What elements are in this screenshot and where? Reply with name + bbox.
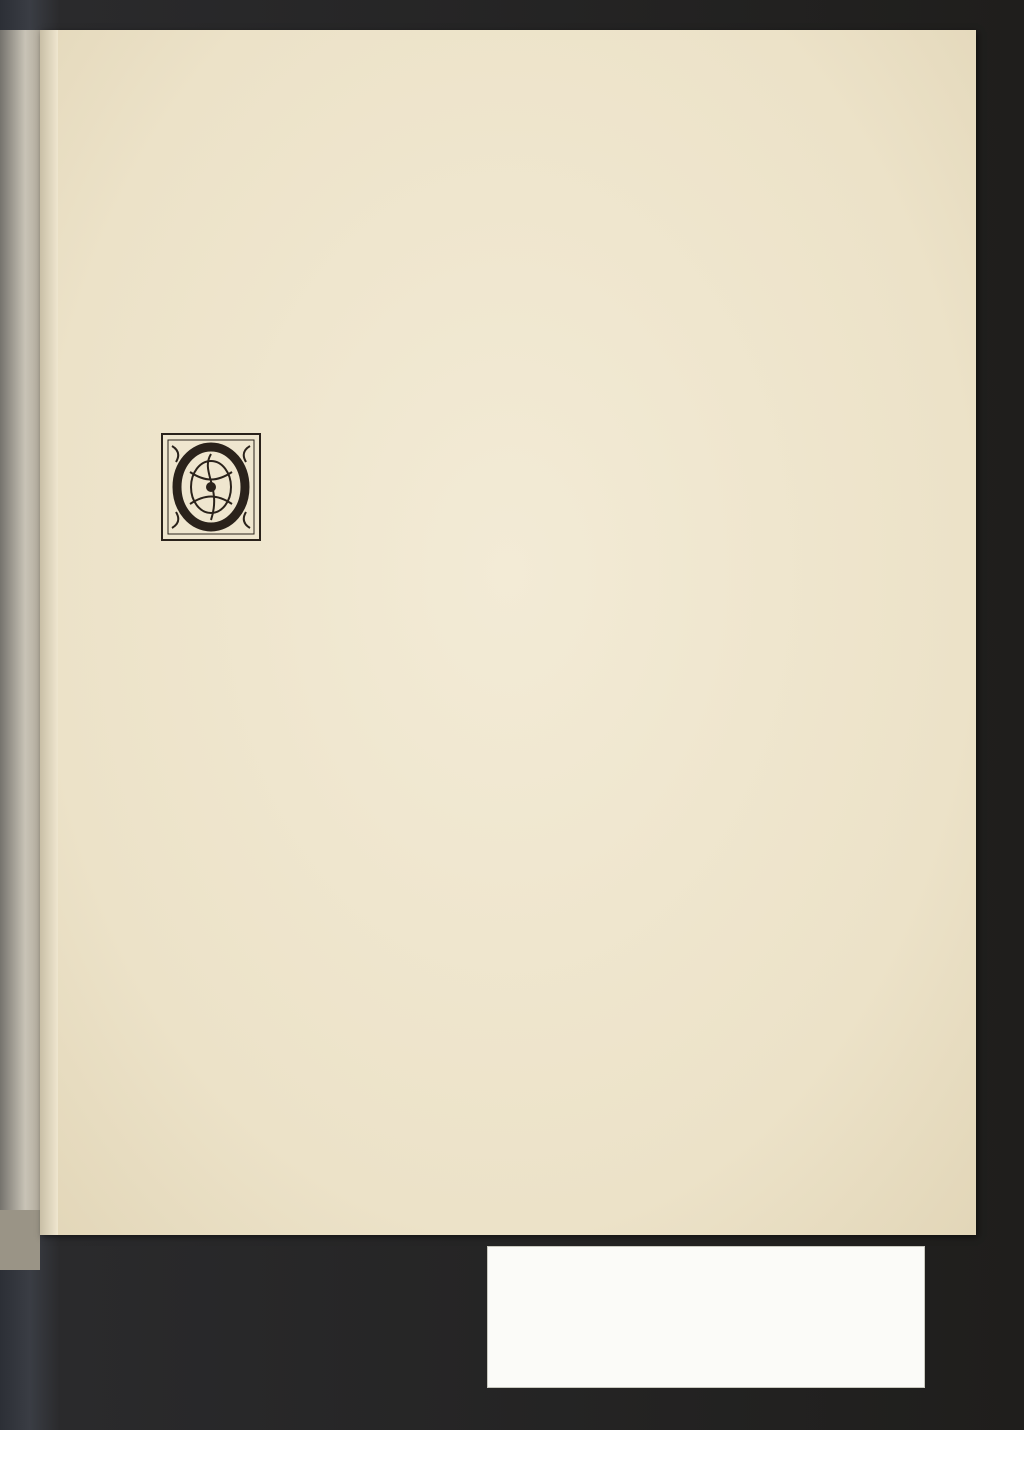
measurement-ruler [500, 1321, 728, 1347]
footer-bar [0, 1430, 1024, 1470]
library-color-label [487, 1246, 925, 1388]
adjacent-page-edge-lower [0, 1210, 40, 1270]
adjacent-page-edge [0, 30, 42, 1230]
ruler-numbers [496, 1351, 736, 1379]
ornamental-headpiece [122, 104, 812, 240]
page-gutter [40, 30, 58, 1235]
decorated-initial-o [160, 432, 262, 542]
